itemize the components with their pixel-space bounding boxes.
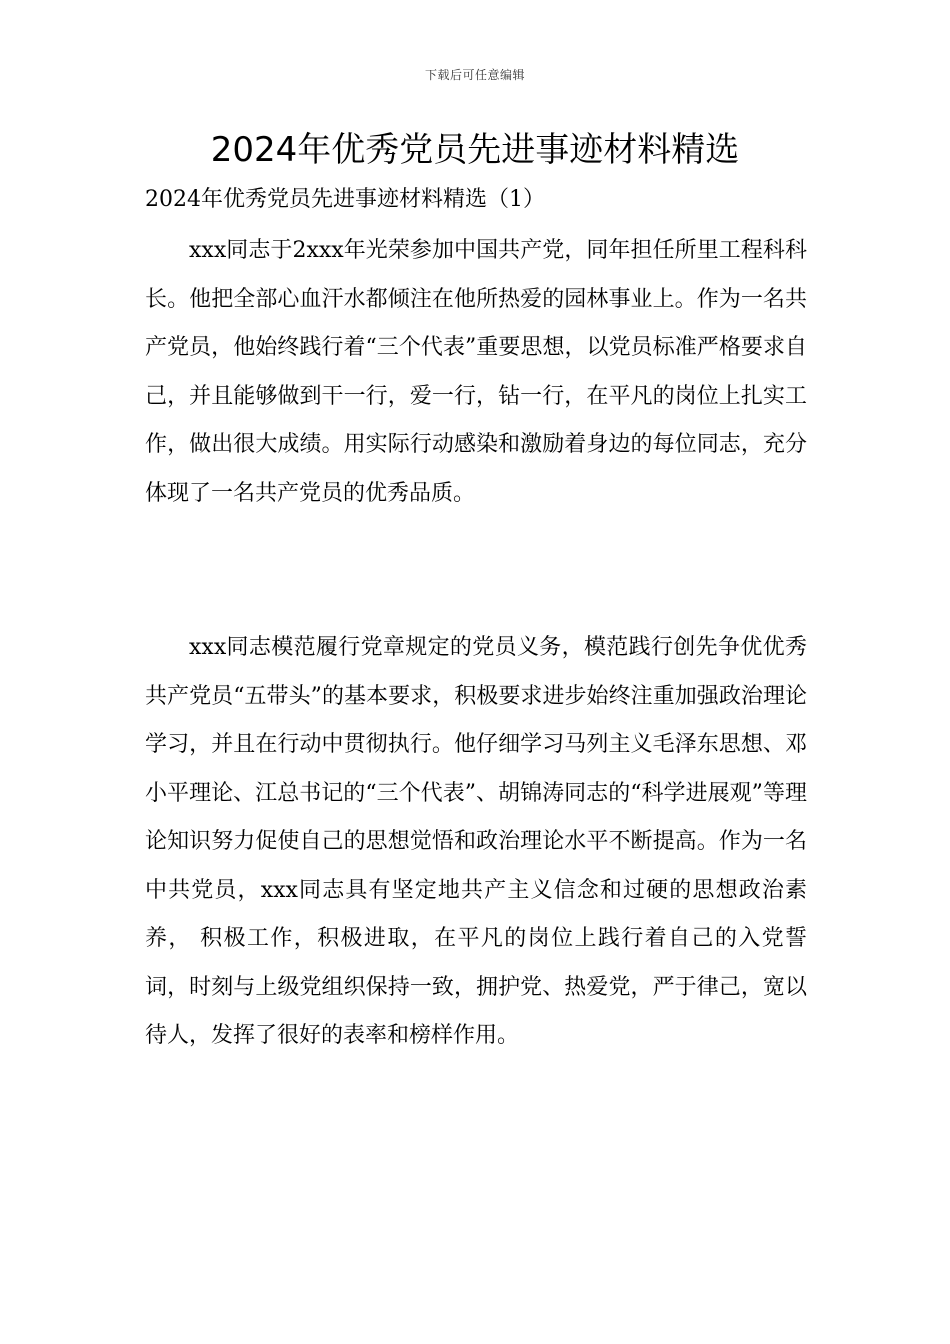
document-subtitle: 2024年优秀党员先进事迹材料精选（1） bbox=[145, 187, 545, 212]
body-paragraph: xxx同志于2xxx年光荣参加中国共产党，同年担任所里工程科科长。他把全部心血汗水都倾注在他所热爱的园林事业上。作为一名共产党员，他始终践行着“三个代表”重要思想，以党员标准严格要求自己，并且能够做到干一行，爱一行，钻一行，在平凡的岗位上扎实工作，做出很大成绩。用实际行动感染和激励着身边的每位同志，充分体现了一名共产党员的优秀品质。 bbox=[145, 238, 807, 506]
header-note: 下载后可任意编辑 bbox=[424, 68, 525, 82]
body-paragraph: xxx同志模范履行党章规定的党员义务，模范践行创先争优优秀共产党员“五带头”的基本要求，积极要求进步始终注重加强政治理论学习，并且在行动中贯彻执行。他仔细学习马列主义毛泽东思想、邓小平理论、江总书记的“三个代表”、胡锦涛同志的“科学进展观”等理论知识努力促使自己的思想觉悟和政治理论水平不断提高。作为一名中共党员，xxx同志具有坚定地共产主义信念和过硬的思想政治素养， 积极工作，积极进取，在平凡的岗位上践行着自己的入党誓词，时刻与上级党组织保持一致，拥护党、热爱党，严于律己，宽以待人，发挥了很好的表率和榜样作用。 bbox=[145, 635, 807, 1048]
document-title: 2024年优秀党员先进事迹材料精选 bbox=[210, 130, 740, 170]
